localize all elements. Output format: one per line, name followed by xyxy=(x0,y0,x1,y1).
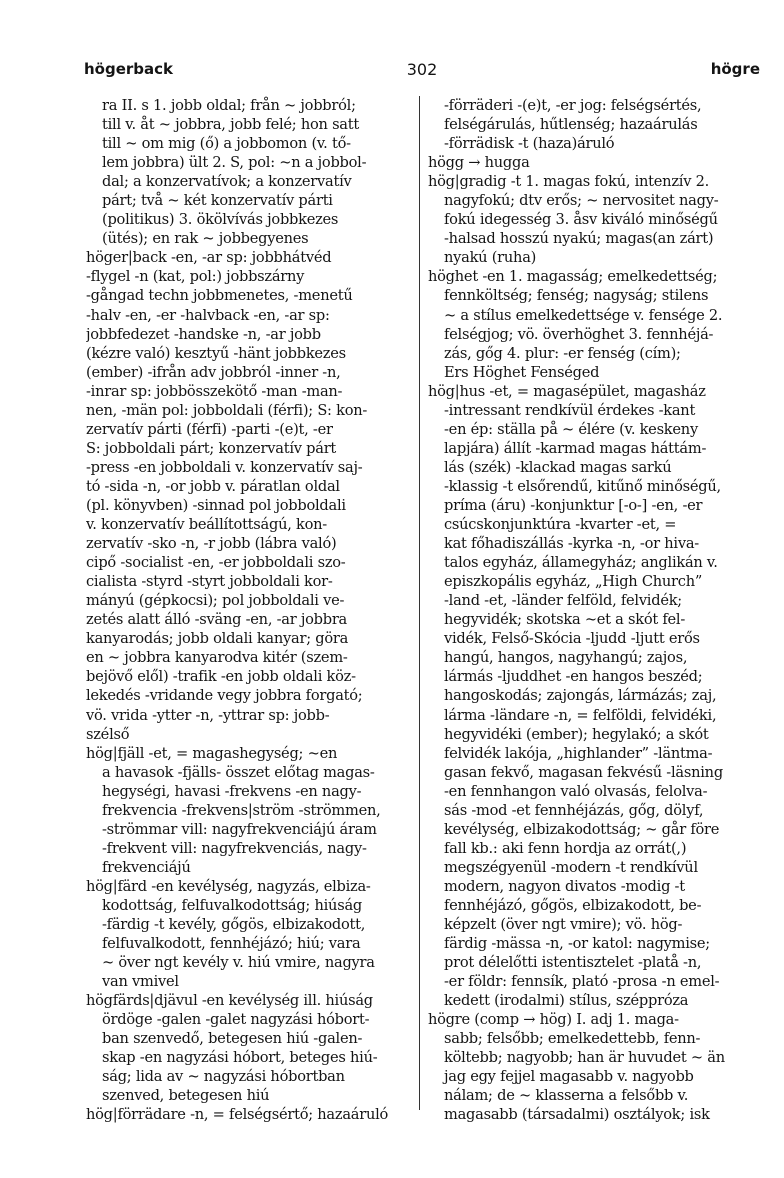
dictionary-line: hangú, hangos, nagyhangú; zajos, xyxy=(444,649,688,667)
dictionary-line: ra II. s 1. jobb oldal; från ~ jobbról; xyxy=(102,97,356,114)
dictionary-line: gasan fekvő, magasan fekvésű -läsning xyxy=(444,763,723,781)
dictionary-line: -er földr: fennsík, plató -prosa -n emel- xyxy=(444,973,720,991)
dictionary-line: fennhéjázó, gőgös, elbizakodott, be- xyxy=(444,896,702,914)
dictionary-line: szenved, betegesen hiú xyxy=(102,1087,270,1105)
dictionary-line: képzelt (över ngt vmire); vö. hög- xyxy=(444,916,683,934)
dictionary-line: dal; a konzervatívok; a konzervatív xyxy=(102,173,352,191)
dictionary-line: hegységi, havasi -frekvens -en nagy- xyxy=(102,782,362,800)
dictionary-line: mányú (gépkocsi); pol jobboldali ve- xyxy=(86,592,345,610)
dictionary-line: -land -et, -länder felföld, felvidék; xyxy=(444,592,682,610)
dictionary-line: bejövő elől) -trafik -en jobb oldali köz- xyxy=(86,668,356,686)
dictionary-line: tó -sida -n, -or jobb v. páratlan oldal xyxy=(86,477,340,495)
dictionary-line: prot délelőtti istentisztelet -platå -n, xyxy=(444,954,702,972)
dictionary-line: till v. åt ~ jobbra, jobb felé; hon satt xyxy=(102,116,359,134)
dictionary-line: -en ép: ställa på ~ élére (v. keskeny xyxy=(444,420,698,438)
dictionary-line: -förräderi -(e)t, -er jog: felségsértés, xyxy=(444,97,702,114)
dictionary-line: -en fennhangon való olvasás, felolva- xyxy=(444,782,708,800)
dictionary-line: högg → hugga xyxy=(428,154,530,172)
dictionary-line: nagyfokú; dtv erős; ~ nervositet nagy- xyxy=(444,192,719,210)
dictionary-line: lekedés -vridande vegy jobbra forgató; xyxy=(86,687,363,705)
dictionary-line: -färdig -t kevély, gőgös, elbizakodott, xyxy=(102,916,366,934)
dictionary-line: príma (áru) -konjunktur [-o-] -en, -er xyxy=(444,496,703,514)
dictionary-line: nálam; de ~ klasserna a felsőbb v. xyxy=(444,1087,689,1105)
dictionary-line: zervatív -sko -n, -r jobb (lábra való) xyxy=(86,535,337,553)
dictionary-line: felségárulás, hűtlenség; hazaárulás xyxy=(444,116,698,134)
dictionary-line: (politikus) 3. ökölvívás jobbkezes xyxy=(102,211,339,229)
dictionary-line: Ers Höghet Fenséged xyxy=(444,363,600,381)
dictionary-line: (pl. könyvben) -sinnad pol jobboldali xyxy=(86,496,346,514)
dictionary-line: vidék, Felső-Skócia -ljudd -ljutt erős xyxy=(444,630,700,648)
dictionary-line: hög|förrädare -n, = felségsértő; hazaáruló xyxy=(86,1106,389,1124)
dictionary-line: ~ a stílus emelkedettsége v. fensége 2. xyxy=(444,306,723,324)
dictionary-line: felségjog; vö. överhöghet 3. fennhéjá- xyxy=(444,325,714,343)
dictionary-line: hegyvidéki (ember); hegylakó; a skót xyxy=(444,725,709,743)
right-column xyxy=(428,96,762,1125)
dictionary-line: ördöge -galen -galet nagyzási hóbort- xyxy=(102,1011,370,1029)
dictionary-line: lapjára) állít -karmad magas háttám- xyxy=(444,439,707,457)
dictionary-line: högre (comp → hög) I. adj 1. maga- xyxy=(428,1011,679,1029)
dictionary-line: hegyvidék; skotska ~et a skót fel- xyxy=(444,611,686,629)
dictionary-line: jobbfedezet -handske -n, -ar jobb xyxy=(86,325,321,343)
dictionary-line: lás (szék) -klackad magas sarkú xyxy=(444,458,672,476)
dictionary-line: hög|hus -et, = magasépület, magasház xyxy=(428,382,706,400)
dictionary-line: modern, nagyon divatos -modig -t xyxy=(444,877,685,895)
dictionary-line: en ~ jobbra kanyarodva kitér (szem- xyxy=(86,649,348,667)
dictionary-line: -klassig -t elsőrendű, kitűnő minőségű, xyxy=(444,477,721,495)
dictionary-line: (ember) -ifrån adv jobbról -inner -n, xyxy=(86,363,341,381)
dictionary-line: frekvenciájú xyxy=(102,858,191,876)
dictionary-line: talos egyház, államegyház; anglikán v. xyxy=(444,554,718,572)
dictionary-line: a havasok -fjälls- összet előtag magas- xyxy=(102,763,375,781)
dictionary-line: zás, gőg 4. plur: -er fenség (cím); xyxy=(444,344,681,362)
dictionary-line: -press -en jobboldali v. konzervatív saj- xyxy=(86,458,363,476)
dictionary-line: kedett (irodalmi) stílus, széppróza xyxy=(444,992,689,1010)
dictionary-line: lárma -ländare -n, = felföldi, felvidéki, xyxy=(444,706,717,724)
dictionary-line: sabb; felsőbb; emelkedettebb, fenn- xyxy=(444,1030,701,1048)
dictionary-line: nen, -män pol: jobboldali (férfi); S: kon- xyxy=(86,401,368,419)
dictionary-line: fokú idegesség 3. åsv kiváló minőségű xyxy=(444,211,718,229)
dictionary-line: (kézre való) kesztyű -hänt jobbkezes xyxy=(86,344,346,362)
dictionary-line: ság; lida av ~ nagyzási hóbortban xyxy=(102,1068,345,1086)
dictionary-line: (ütés); en rak ~ jobbegyenes xyxy=(102,230,309,248)
dictionary-line: S: jobboldali párt; konzervatív párt xyxy=(86,439,337,457)
dictionary-line: megszégyenül -modern -t rendkívül xyxy=(444,858,698,876)
dictionary-line: cipő -socialist -en, -er jobboldali szo- xyxy=(86,554,346,572)
dictionary-line: magasabb (társadalmi) osztályok; isk xyxy=(444,1106,710,1124)
dictionary-line: -halv -en, -er -halvback -en, -ar sp: xyxy=(86,306,330,324)
dictionary-line: -gångad techn jobbmenetes, -menetű xyxy=(86,287,353,305)
dictionary-line: kodottság, felfuvalkodottság; hiúság xyxy=(102,896,362,914)
dictionary-line: kanyarodás; jobb oldali kanyar; göra xyxy=(86,630,349,648)
dictionary-line: färdig -mässa -n, -or katol: nagymise; xyxy=(444,935,710,953)
dictionary-line: csúcskonjunktúra -kvarter -et, = xyxy=(444,516,677,534)
dictionary-line: högfärds|djävul -en kevélység ill. hiúság xyxy=(86,992,373,1010)
dictionary-line: vö. vrida -ytter -n, -yttrar sp: jobb- xyxy=(86,706,330,724)
dictionary-line: hög|färd -en kevélység, nagyzás, elbiza- xyxy=(86,877,371,895)
dictionary-line: cialista -styrd -styrt jobboldali kor- xyxy=(86,573,333,591)
dictionary-line: párt; två ~ két konzervatív párti xyxy=(102,192,333,210)
dictionary-line: szélső xyxy=(86,725,130,743)
dictionary-line: felfuvalkodott, fennhéjázó; hiú; vara xyxy=(102,935,361,953)
left-column xyxy=(86,96,420,1125)
dictionary-line: lármás -ljuddhet -en hangos beszéd; xyxy=(444,668,703,686)
dictionary-line: -frekvent vill: nagyfrekvenciás, nagy- xyxy=(102,839,367,857)
dictionary-line: zetés alatt álló -sväng -en, -ar jobbra xyxy=(86,611,348,629)
dictionary-line: v. konzervatív beállítottságú, kon- xyxy=(86,516,327,534)
dictionary-line: frekvencia -frekvens|ström -strömmen, xyxy=(102,801,381,819)
dictionary-line: kevélység, elbizakodottság; ~ går före xyxy=(444,820,720,838)
dictionary-line: van vmivel xyxy=(102,973,179,991)
dictionary-line: fennköltség; fenség; nagyság; stilens xyxy=(444,287,709,305)
dictionary-line: lem jobbra) ült 2. S, pol: ~n a jobbol- xyxy=(102,154,367,172)
dictionary-line: fall kb.: aki fenn hordja az orrát(,) xyxy=(444,839,687,857)
dictionary-line: hög|gradig -t 1. magas fokú, intenzív 2. xyxy=(428,173,709,191)
page-number: 302 xyxy=(406,60,438,79)
dictionary-line: episzkopális egyház, „High Church” xyxy=(444,573,703,591)
dictionary-line: ~ över ngt kevély v. hiú vmire, nagyra xyxy=(102,954,375,972)
dictionary-line: költebb; nagyobb; han är huvudet ~ än xyxy=(444,1049,725,1067)
dictionary-line: höghet -en 1. magasság; emelkedettség; xyxy=(428,268,718,286)
dictionary-line: zervatív párti (férfi) -parti -(e)t, -er xyxy=(86,420,333,438)
dictionary-line: nyakú (ruha) xyxy=(444,249,537,267)
column-divider xyxy=(419,96,420,1110)
guide-word-right: högre xyxy=(710,60,760,78)
dictionary-line: hög|fjäll -et, = magashegység; ~en xyxy=(86,744,338,762)
guide-word-left: högerback xyxy=(84,60,174,78)
dictionary-line: hangoskodás; zajongás, lármázás; zaj, xyxy=(444,687,717,705)
dictionary-line: -intressant rendkívül érdekes -kant xyxy=(444,401,696,419)
dictionary-line: -inrar sp: jobbösszekötő -man -man- xyxy=(86,382,343,400)
dictionary-line: skap -en nagyzási hóbort, beteges hiú- xyxy=(102,1049,378,1067)
dictionary-line: felvidék lakója, „highlander” -läntma- xyxy=(444,744,713,762)
dictionary-line: till ~ om mig (ő) a jobbomon (v. tő- xyxy=(102,135,351,153)
dictionary-line: -halsad hosszú nyakú; magas(an zárt) xyxy=(444,230,714,248)
dictionary-line: -förrädisk -t (haza)áruló xyxy=(444,135,615,153)
dictionary-line: -flygel -n (kat, pol:) jobbszárny xyxy=(86,268,305,286)
dictionary-line: ban szenvedő, betegesen hiú -galen- xyxy=(102,1030,363,1048)
dictionary-line: höger|back -en, -ar sp: jobbhátvéd xyxy=(86,249,332,267)
dictionary-line: kat főhadiszállás -kyrka -n, -or hiva- xyxy=(444,535,699,553)
dictionary-line: -strömmar vill: nagyfrekvenciájú áram xyxy=(102,820,377,838)
dictionary-line: jag egy fejjel magasabb v. nagyobb xyxy=(444,1068,694,1086)
dictionary-line: sás -mod -et fennhéjázás, gőg, dölyf, xyxy=(444,801,704,819)
running-header xyxy=(84,60,760,84)
